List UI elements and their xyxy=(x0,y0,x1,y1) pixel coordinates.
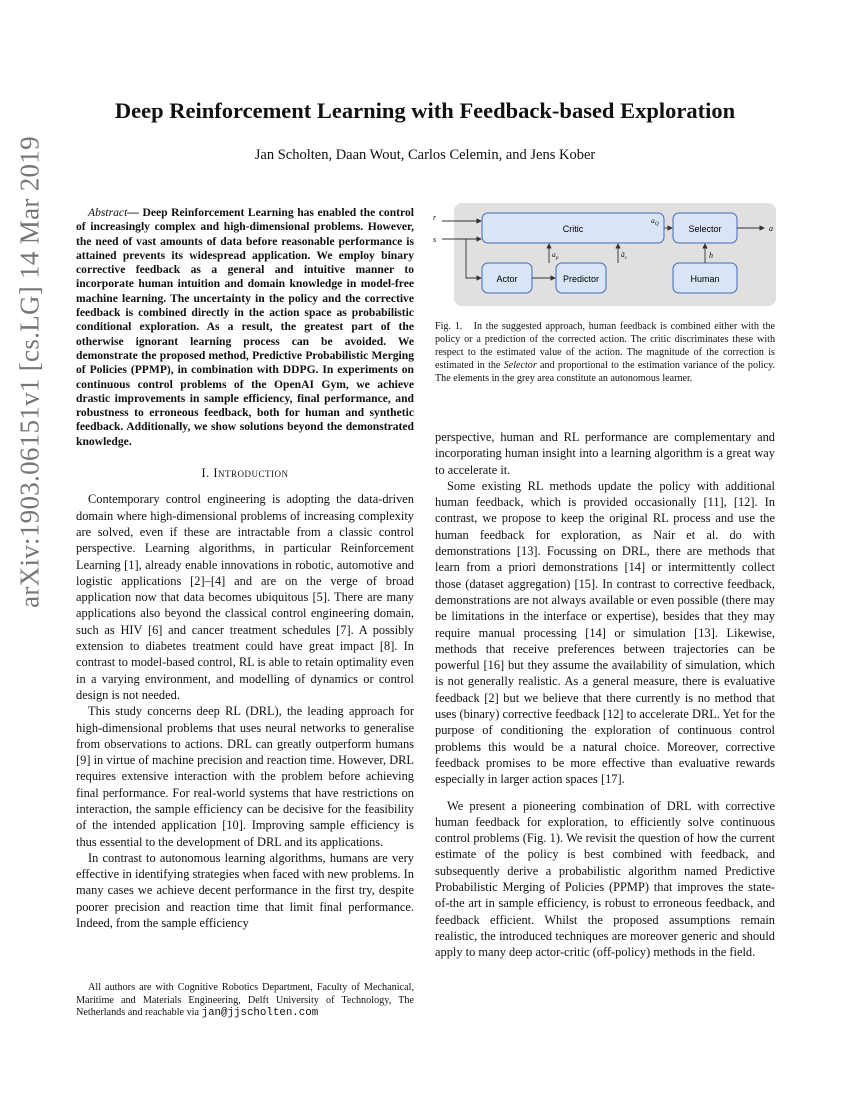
signal-h: h xyxy=(709,251,713,260)
signal-ap-base: a xyxy=(552,250,556,259)
section-title: Introduction xyxy=(213,466,289,481)
critic-label: Critic xyxy=(562,224,584,234)
signal-ap-sub: p xyxy=(555,255,559,261)
intro-paragraph-5: We present a pioneering combination of DRL with corrective human feedback for exploration, to efficiently solve continuous control problems (Fig. 1). We revisit the question of how the current estimate of the policy is best combined with feedback, and subsequently derive a probabilistic algorithm named Predictive Probabilistic Merging of Policies (PPMP) that improves the state-of-the art in sample efficiency, is robust to erroneous feedback, and feedback efficient. Whilst the proposed assumptions remain realistic, the introduced techniques are moreover generic and should apply to many deep actor-critic (off-policy) methods in the field. xyxy=(435,798,775,960)
selector-block xyxy=(673,213,737,243)
signal-aq-sub: Q xyxy=(654,221,659,227)
right-column xyxy=(435,429,775,961)
caption-text-1: In the suggested approach, human feedback is combined either with the policy or a prediction of the corrected action. The critic discriminates these with respect to the estimated value of the action. The magnitude of the correction is estimated in the xyxy=(435,321,775,371)
section-number: I. xyxy=(201,466,214,481)
section-heading xyxy=(76,465,414,481)
intro-paragraph-3-continued: perspective, human and RL performance are complementary and incorporating human insight into a learning algorithm is a great way to accelerate it. xyxy=(435,430,775,477)
caption-emphasis: Selector xyxy=(503,359,537,371)
intro-paragraph-3: In contrast to autonomous learning algorithms, humans are very effective in identifying strategies when faced with new problems. In many cases we achieve decent performance in the first try, despite poorer precision and reaction time that limit final performance. Indeed, from the sample efficiency xyxy=(76,850,414,931)
signal-s: s xyxy=(433,235,437,244)
abstract-text: — Deep Reinforcement Learning has enabled the control of increasingly complex and high-dimensional problems. However, the need of vast amounts of data before reasonable performance is attained prevents its widespread application. We employ binary corrective feedback as a general and intuitive manner to incorporate human intuition and domain knowledge in model-free machine learning. The uncertainty in the policy and the corrective feedback is combined directly in the action space as probabilistic conditional exploration. As a result, the greatest part of the otherwise ignorant learning process can be avoided. We demonstrate the proposed method, Predictive Probabilistic Merging of Policies (PPMP), in combination with DDPG. In experiments on continuous control problems of the OpenAI Gym, we achieve drastic improvements in sample efficiency, final performance, and robustness to erroneous feedback, both for human and synthetic feedback. Additionally, we show solutions beyond the demonstrated knowledge. xyxy=(76,206,414,448)
paper-title: Deep Reinforcement Learning with Feedback-based Exploration xyxy=(114,98,736,123)
figure-1-diagram xyxy=(430,200,785,312)
signal-r: r xyxy=(433,213,437,222)
predictor-block xyxy=(556,263,606,293)
footnote xyxy=(76,982,414,1020)
arxiv-sidebar xyxy=(0,0,60,1100)
intro-paragraph-1: Contemporary control engineering is adopting the data-driven domain where high-dimensional problems of increasing complexity are solved, even if these are intractable from a classic control perspective. Learning algorithms, in particular Reinforcement Learning [1], already enable innovations in robotic, automotive and logistic applications [2]–[4] and are on the verge of broad application now that data becomes ubiquitous [5]. There are many applications also beyond the classical control engineering domain, such as HIV [6] and cancer treatment schedules [7]. A possibly extension to diabetes treatment could have great impact [8]. In contrast to model-based control, RL is able to retain optimality even in a varying environment, and modelling of dynamics or control design is not needed. xyxy=(76,492,414,702)
signal-ac-base: â xyxy=(621,250,625,259)
caption-label: Fig. 1. xyxy=(435,321,463,332)
predictor-label: Predictor xyxy=(562,274,600,284)
abstract xyxy=(76,206,414,449)
intro-paragraph-4: Some existing RL methods update the policy with additional human feedback, which is provided occasionally [11], [12]. In contrast, we propose to keep the original RL process and use the human feedback for exploration, as Nair et al. do with demonstrations [13]. Focussing on DRL, there are methods that learn from a priori demonstrations [14] or intermittently collect those (dataset aggregation) [15]. In contrast to corrective feedback, demonstrations are not always available or even possible (there may be limitations in the interface or expertise), besides that they may require manual processing [14] or simulation [13]. Likewise, methods that receive preferences between trajectories can be powerful [16] but they assume the availability of simulation, which is not generally realistic. As a general measure, there is evaluative feedback [2] but we believe that there currently is no method that uses (binary) corrective feedback [12] to accelerate DRL. Yet for the purpose of conditioning the exploration of continuous control problems this would be a natural choice. Moreover, corrective feedback promises to be more effective than evaluative rewards especially in larger action spaces [17]. xyxy=(435,478,775,787)
signal-aq-base: a xyxy=(651,216,655,225)
paper-authors: Jan Scholten, Daan Wout, Carlos Celemin, and Jens Kober xyxy=(254,147,596,163)
human-label: Human xyxy=(690,274,720,284)
human-block xyxy=(673,263,737,293)
left-column xyxy=(76,206,414,931)
caption-text-2: and proportional to the estimation variance of the policy. The elements in the grey area constitute an autonomous learner. xyxy=(435,359,775,384)
signal-ac-sub: c xyxy=(624,255,628,261)
intro-paragraph-2: This study concerns deep RL (DRL), the leading approach for high-dimensional problems that uses neural networks to generalise from observations to actions. DRL can greatly outperform humans [9] in virtue of machine precision and reaction time. However, DRL requires extensive interaction with the problem before achieving final performance. For real-world systems that have restrictions on interaction, the sample efficiency can be decisive for the feasibility of the intended application [10]. Improving sample efficiency is thus essential to the development of DRL and its applications. xyxy=(76,704,414,849)
actor-label: Actor xyxy=(496,274,518,284)
actor-block xyxy=(482,263,532,293)
signal-a: a xyxy=(769,224,773,233)
footnote-text: All authors are with Cognitive Robotics Department, Faculty of Mechanical, Maritime and Materials Engineering, Delft University of Technology, The Netherlands and reachable via xyxy=(76,982,414,1019)
selector-label: Selector xyxy=(688,224,722,234)
footnote-email: jan@jjscholten.com xyxy=(201,1007,319,1020)
critic-block xyxy=(482,213,664,243)
arxiv-identifier: arXiv:1903.06151v1 [cs.LG] 14 Mar 2019 xyxy=(14,136,45,608)
figure-1-caption xyxy=(435,321,775,386)
abstract-label: Abstract xyxy=(88,206,128,219)
